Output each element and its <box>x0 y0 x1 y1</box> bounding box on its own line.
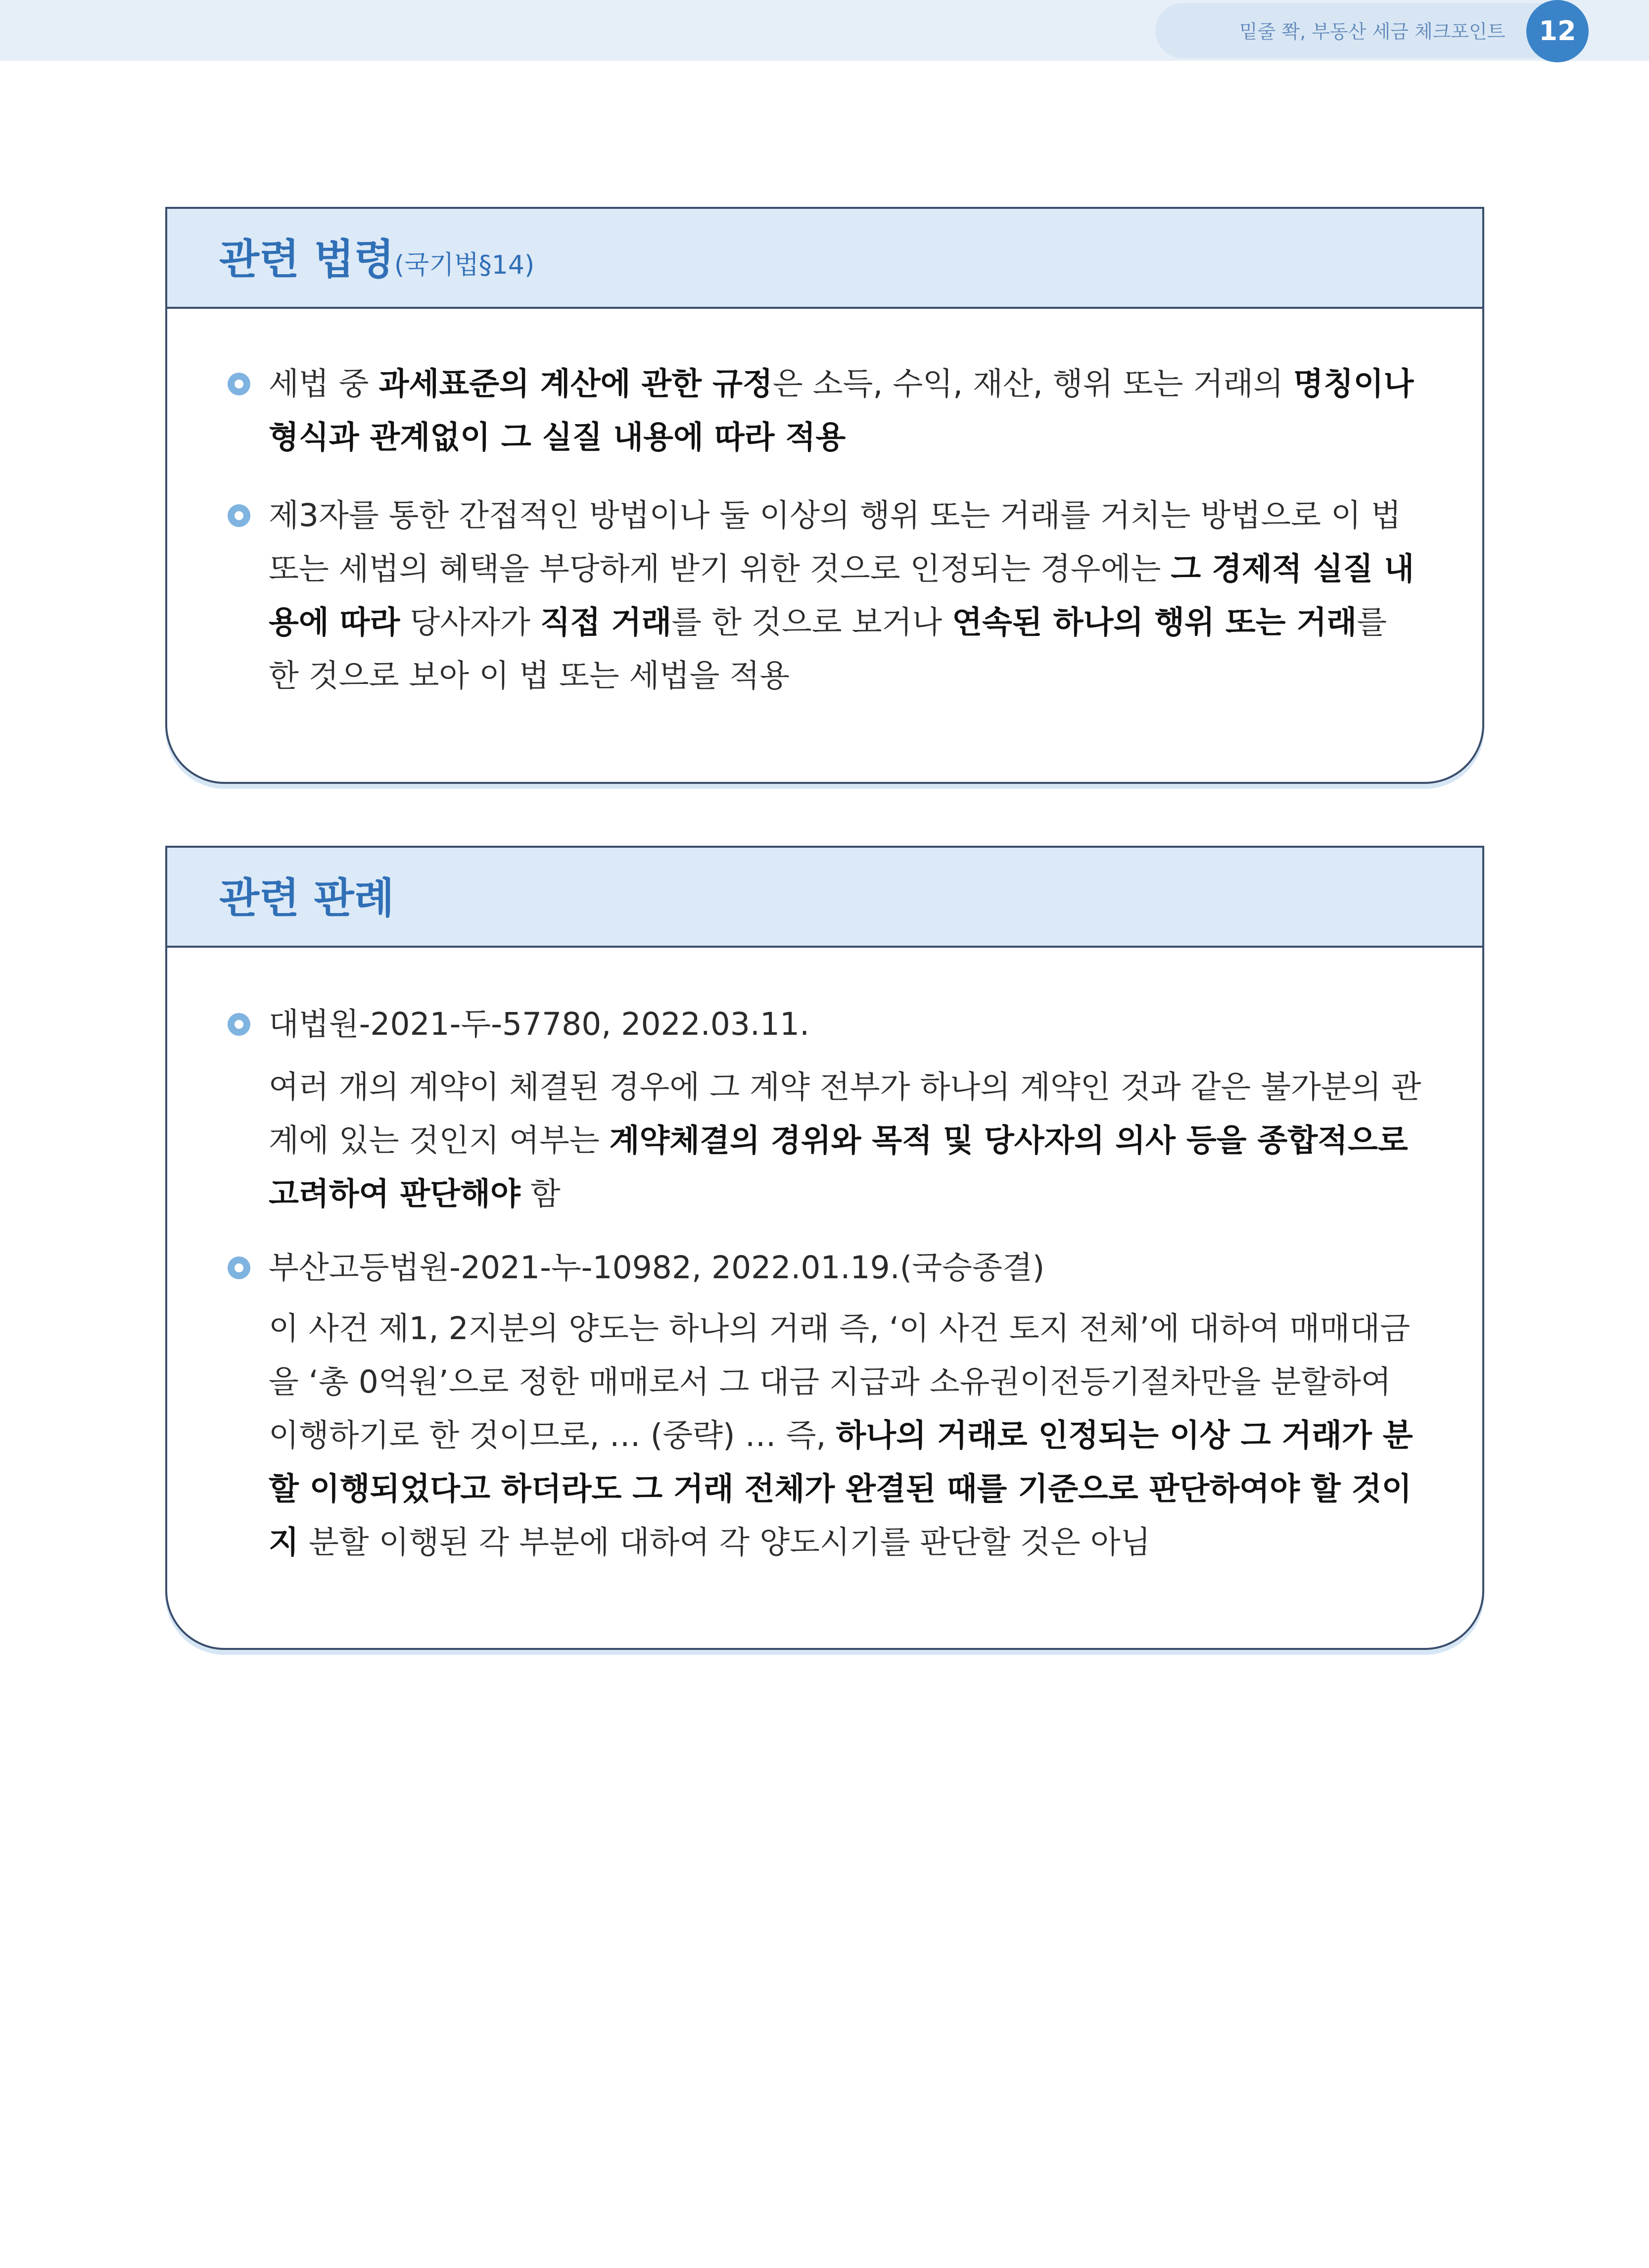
bullet-icon <box>228 1013 250 1036</box>
body-text: 제3자를 통한 간접적인 방법이나 둘 이상의 행위 또는 거래를 거치는 방법으로 이 법 또는 세법의 혜택을 부당하게 받기 위한 것으로 인정되는 경우에는 <box>269 497 1401 587</box>
case-box <box>165 846 1484 1650</box>
bullet-icon <box>228 504 250 527</box>
bullet-icon <box>228 373 250 395</box>
case-summary-1 <box>269 1061 1426 1221</box>
law-item-1 <box>269 357 1426 464</box>
law-box-header <box>167 209 1482 309</box>
bullet-icon <box>228 1256 250 1279</box>
bold-text: 하나의 거래로 인정되는 이상 그 거래가 분할 이행되었다고 하더라도 그 거래 전체가 완결된 때를 기준으로 판단하여야 할 것이지 <box>269 1417 1413 1560</box>
body-text: 함 <box>520 1176 561 1212</box>
body-text: 당사자가 <box>400 604 540 640</box>
law-box-title-main: 관련 법령 <box>219 235 394 284</box>
case-box-title: 관련 판례 <box>219 874 394 922</box>
bold-text: 직접 거래 <box>540 604 672 640</box>
body-text: 여러 개의 계약이 체결된 경우에 그 계약 전부가 하나의 계약인 것과 같은 불가분의 관계에 있는 것인지 여부는 <box>269 1069 1421 1158</box>
case-summary-2 <box>269 1302 1426 1569</box>
law-box-title <box>219 235 534 284</box>
body-text: 이 사건 제1, 2지분의 양도는 하나의 거래 즉, ‘이 사건 토지 전체’에 대하여 매매대금을 ‘총 0억원’으로 정한 매매로서 그 대금 지급과 소유권이전등기절차만을 분할하여 이행하기로 한 것이므로, … (중략) … 즉, <box>269 1310 1411 1453</box>
body-text: 를 한 것으로 보거나 <box>671 604 952 640</box>
body-text: 분할 이행된 각 부분에 대하여 각 양도시기를 판단할 것은 아님 <box>298 1524 1151 1560</box>
bold-text: 계약체결의 경위와 목적 및 당사자의 의사 등을 종합적으로 고려하여 판단해야 <box>269 1122 1408 1212</box>
law-item-2 <box>269 489 1426 703</box>
law-box <box>165 207 1484 784</box>
running-title: 밑줄 쫙, 부동산 세금 체크포인트 <box>1239 21 1506 43</box>
case-citation-2: 부산고등법원-2021-누-10982, 2022.01.19.(국승종결) <box>269 1250 1045 1286</box>
bold-text: 연속된 하나의 행위 또는 거래 <box>952 604 1357 640</box>
case-box-header <box>167 848 1482 948</box>
bold-text: 그 경제적 실질 내용에 따라 <box>269 551 1414 640</box>
case-citation-1: 대법원-2021-두-57780, 2022.03.11. <box>269 1006 810 1042</box>
bold-text: 명칭이나 형식과 관계없이 그 실질 내용에 따라 적용 <box>269 366 1414 455</box>
body-text: 은 소득, 수익, 재산, 행위 또는 거래의 <box>772 366 1294 402</box>
body-text: 세법 중 <box>269 366 379 402</box>
body-text: 를 한 것으로 보아 이 법 또는 세법을 적용 <box>269 604 1387 694</box>
law-box-title-sub: (국기법§14) <box>394 250 535 280</box>
bold-text: 과세표준의 계산에 관한 규정 <box>378 366 773 402</box>
page-number-badge: 12 <box>1526 0 1589 62</box>
